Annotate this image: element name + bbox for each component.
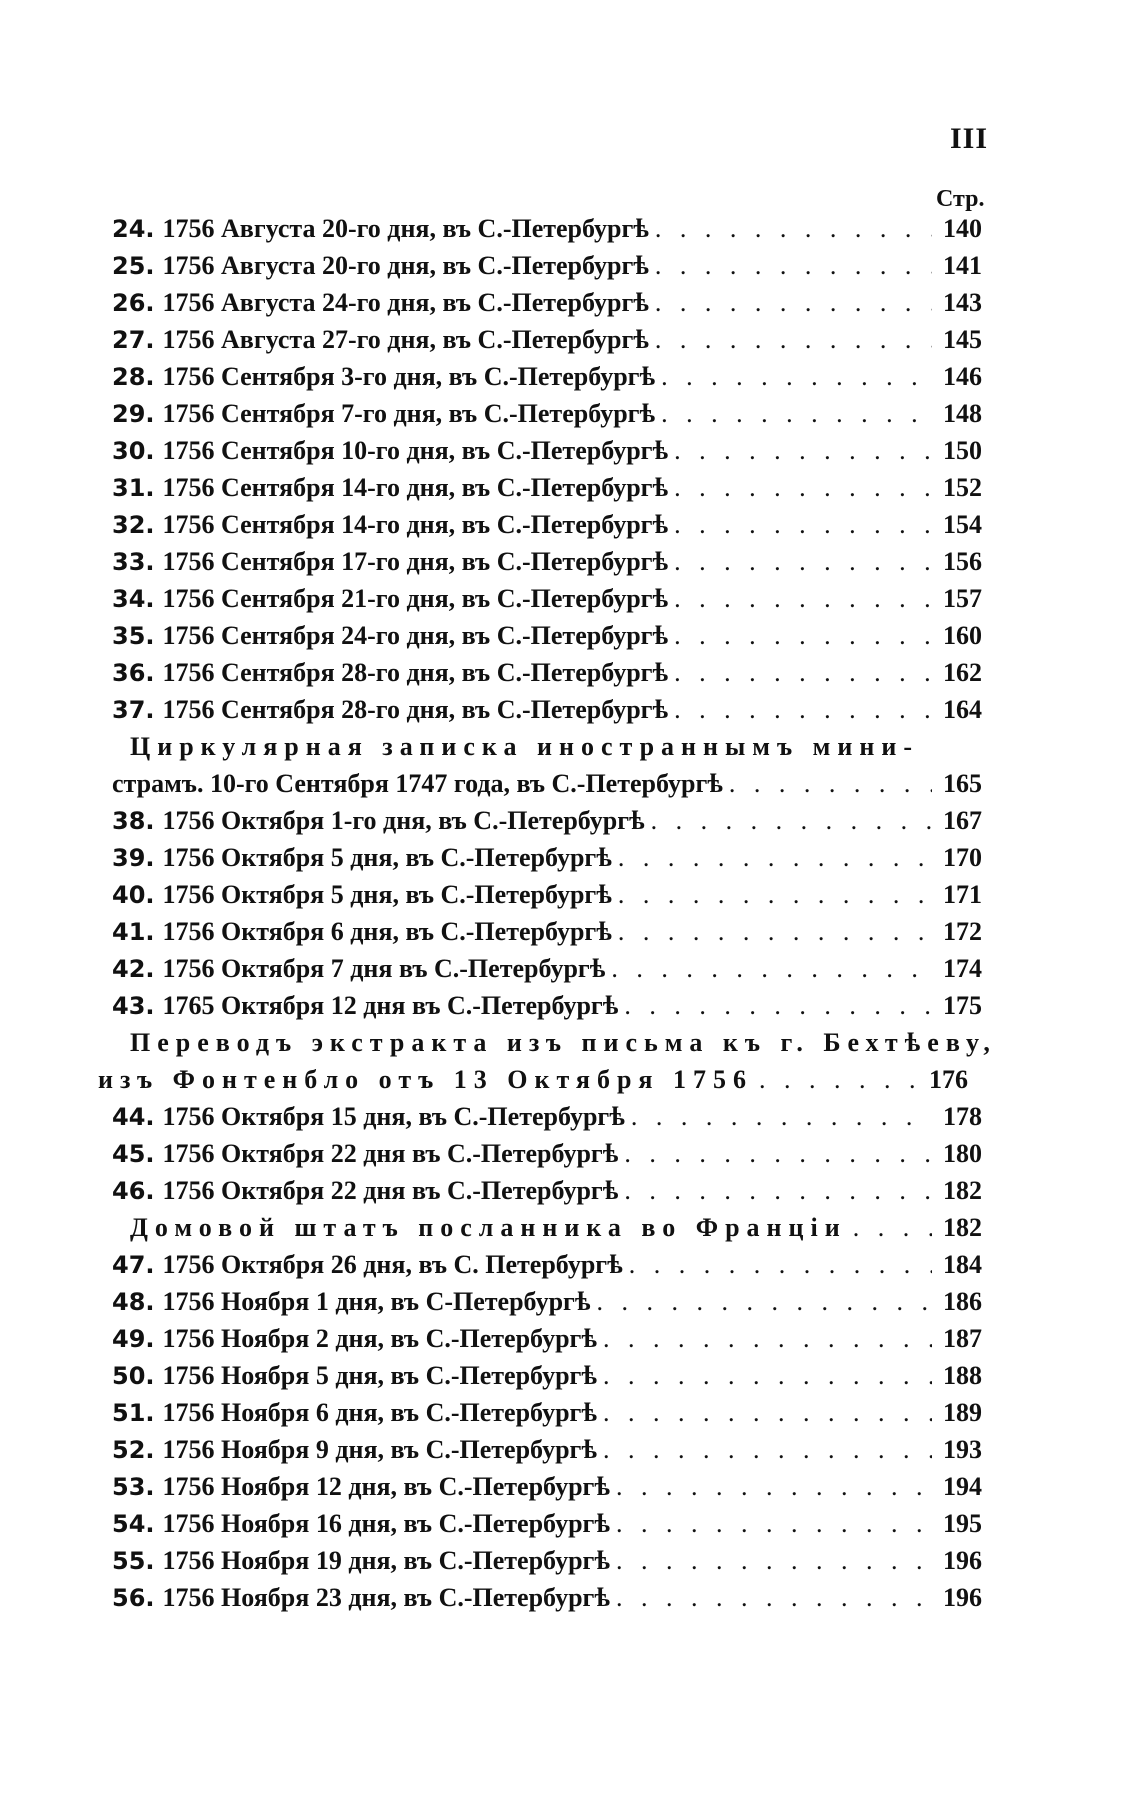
- entry-text: 1756 Октября 26 дня, въ С. Петербургѣ: [162, 1250, 623, 1279]
- entry-number: 27.: [112, 326, 155, 354]
- dot-leader: [618, 880, 932, 910]
- entry-text: 1756 Октября 1-го дня, въ С.-Петербургѣ: [162, 806, 645, 835]
- dot-leader: [674, 510, 932, 540]
- dot-leader: [674, 436, 932, 466]
- entry-page: 165: [943, 769, 982, 798]
- dot-leader: [624, 991, 932, 1021]
- entry-text: 1756 Ноября 9 дня, въ С.-Петербургѣ: [162, 1435, 597, 1464]
- toc-entry: [112, 806, 982, 843]
- entry-number: 35.: [112, 622, 155, 650]
- toc-entry: [112, 1361, 982, 1398]
- entry-page: 172: [943, 917, 982, 946]
- entry-page: 189: [943, 1398, 982, 1427]
- entry-page: 196: [943, 1546, 982, 1575]
- entry-page: 140: [943, 214, 982, 243]
- dot-leader: [603, 1435, 932, 1465]
- toc-entry: [112, 547, 982, 584]
- entry-page: 167: [943, 806, 982, 835]
- toc-entry: [112, 251, 982, 288]
- dot-leader: [655, 325, 932, 355]
- entry-page: 193: [943, 1435, 982, 1464]
- entry-text: 1756 Сентября 10-го дня, въ С.-Петербургѣ: [162, 436, 669, 465]
- entry-text: 1756 Сентября 24-го дня, въ С.-Петербургѣ: [162, 621, 669, 650]
- toc-entry: [112, 1398, 982, 1435]
- dot-leader: [611, 954, 932, 984]
- dot-leader: [674, 621, 932, 651]
- entry-page: 160: [943, 621, 982, 650]
- dot-leader: [629, 1250, 932, 1280]
- toc-entry: [112, 1583, 982, 1620]
- entry-text: 1756 Августа 20-го дня, въ С.-Петербургѣ: [162, 214, 649, 243]
- entry-text: 1756 Августа 24-го дня, въ С.-Петербургѣ: [162, 288, 649, 317]
- entry-number: 33.: [112, 548, 155, 576]
- entry-page: 180: [943, 1139, 982, 1168]
- toc-entry: [112, 954, 982, 991]
- dot-leader: [603, 1324, 932, 1354]
- entry-number: 40.: [112, 881, 155, 909]
- entry-text: 1756 Октября 5 дня, въ С.-Петербургѣ: [162, 880, 612, 909]
- entry-number: 41.: [112, 918, 155, 946]
- dot-leader: [616, 1583, 932, 1613]
- entry-page: 184: [943, 1250, 982, 1279]
- entry-page: 150: [943, 436, 982, 465]
- entry-number: 24.: [112, 215, 155, 243]
- dot-leader: [674, 473, 932, 503]
- dot-leader: [596, 1287, 932, 1317]
- toc-entry: [112, 1139, 982, 1176]
- entry-page: 182: [943, 1176, 982, 1205]
- entry-number: 54.: [112, 1510, 155, 1538]
- entry-page: 178: [943, 1102, 982, 1131]
- entry-page: 143: [943, 288, 982, 317]
- toc-entry: [112, 1102, 982, 1139]
- toc-entry: [112, 510, 982, 547]
- circular-note-line1: Циркулярная записка иностраннымъ мини-: [130, 732, 919, 761]
- toc-entry: [112, 584, 982, 621]
- dot-leader: [674, 584, 932, 614]
- entry-number: 55.: [112, 1547, 155, 1575]
- entry-number: 50.: [112, 1362, 155, 1390]
- entry-page: 154: [943, 510, 982, 539]
- entry-number: 45.: [112, 1140, 155, 1168]
- entry-page: 170: [943, 843, 982, 872]
- translation-note: [98, 1065, 968, 1102]
- entry-text: 1756 Ноября 12 дня, въ С.-Петербургѣ: [162, 1472, 610, 1501]
- entry-number: 32.: [112, 511, 155, 539]
- dot-leader: [651, 806, 932, 836]
- toc-entry: [112, 1472, 982, 1509]
- dot-leader: [624, 1139, 932, 1169]
- toc-entry: [112, 325, 982, 362]
- entry-page: 188: [943, 1361, 982, 1390]
- entry-text: 1756 Ноября 16 дня, въ С.-Петербургѣ: [162, 1509, 610, 1538]
- circular-note: [112, 769, 982, 806]
- toc-entry: [112, 288, 982, 325]
- entry-number: 44.: [112, 1103, 155, 1131]
- entry-text: 1756 Сентября 3-го дня, въ С.-Петербургѣ: [162, 362, 656, 391]
- entry-page: 145: [943, 325, 982, 354]
- entry-number: 51.: [112, 1399, 155, 1427]
- toc-entry: [112, 214, 982, 251]
- entry-page: 152: [943, 473, 982, 502]
- entry-text: 1756 Октября 6 дня, въ С.-Петербургѣ: [162, 917, 612, 946]
- toc-entry: [112, 1435, 982, 1472]
- toc-entry: [112, 917, 982, 954]
- entry-number: 53.: [112, 1473, 155, 1501]
- entry-text: 1756 Ноября 2 дня, въ С.-Петербургѣ: [162, 1324, 597, 1353]
- entry-number: 34.: [112, 585, 155, 613]
- entry-text: 1756 Ноября 1 дня, въ С-Петербургѣ: [162, 1287, 591, 1316]
- toc-entry: [112, 436, 982, 473]
- entry-text: 1756 Августа 20-го дня, въ С.-Петербургѣ: [162, 251, 649, 280]
- entry-page: 174: [943, 954, 982, 983]
- toc-entry: [112, 1324, 982, 1361]
- entry-page: 164: [943, 695, 982, 724]
- page-column-header: Стр.: [936, 186, 985, 212]
- dot-leader: [655, 288, 932, 318]
- entry-text: 1756 Октября 7 дня въ С.-Петербургѣ: [162, 954, 606, 983]
- household-note-text: Домовой штатъ посланника во Франціи: [130, 1213, 847, 1242]
- entry-text: 1756 Сентября 7-го дня, въ С.-Петербургѣ: [162, 399, 656, 428]
- entry-number: 43.: [112, 992, 155, 1020]
- entry-page: 194: [943, 1472, 982, 1501]
- toc-entry: [112, 1509, 982, 1546]
- dot-leader: [674, 658, 932, 688]
- entry-page: 176: [929, 1065, 968, 1094]
- entry-text: 1756 Октября 5 дня, въ С.-Петербургѣ: [162, 843, 612, 872]
- toc-entry: [112, 399, 982, 436]
- entry-text: 1756 Сентября 28-го дня, въ С.-Петербургѣ: [162, 695, 669, 724]
- entry-text: 1756 Ноября 5 дня, въ С.-Петербургѣ: [162, 1361, 597, 1390]
- entry-text: 1756 Октября 15 дня, въ С.-Петербургѣ: [162, 1102, 625, 1131]
- page-number: III: [950, 122, 989, 155]
- entry-number: 26.: [112, 289, 155, 317]
- toc-entry: [112, 695, 982, 732]
- entry-number: 39.: [112, 844, 155, 872]
- entry-number: 49.: [112, 1325, 155, 1353]
- entry-number: 46.: [112, 1177, 155, 1205]
- entry-number: 36.: [112, 659, 155, 687]
- dot-leader: [616, 1509, 932, 1539]
- entry-number: 42.: [112, 955, 155, 983]
- entry-page: 175: [943, 991, 982, 1020]
- dot-leader: [618, 843, 932, 873]
- entry-text: 1756 Октября 22 дня въ С.-Петербургѣ: [162, 1139, 619, 1168]
- dot-leader: [616, 1546, 932, 1576]
- entry-page: 196: [943, 1583, 982, 1612]
- entry-page: 146: [943, 362, 982, 391]
- toc-entry: [112, 1546, 982, 1583]
- entry-page: 141: [943, 251, 982, 280]
- entry-number: 38.: [112, 807, 155, 835]
- entry-page: 156: [943, 547, 982, 576]
- entry-number: 28.: [112, 363, 155, 391]
- entry-number: 29.: [112, 400, 155, 428]
- toc-entry: [112, 658, 982, 695]
- circular-note-line2: страмъ. 10-го Сентября 1747 года, въ С.-Петербургѣ: [112, 769, 723, 798]
- entry-page: 162: [943, 658, 982, 687]
- dot-leader: [616, 1472, 932, 1502]
- dot-leader: [624, 1176, 932, 1206]
- translation-note-line2: изъ Фонтенбло отъ 13 Октября 1756: [98, 1065, 753, 1094]
- dot-leader: [603, 1398, 932, 1428]
- toc-entry: [112, 1176, 982, 1213]
- entry-text: 1756 Августа 27-го дня, въ С.-Петербургѣ: [162, 325, 649, 354]
- entry-page: 171: [943, 880, 982, 909]
- entry-page: 186: [943, 1287, 982, 1316]
- entry-number: 37.: [112, 696, 155, 724]
- entry-number: 52.: [112, 1436, 155, 1464]
- dot-leader: [618, 917, 932, 947]
- entry-page: 195: [943, 1509, 982, 1538]
- entry-page: 187: [943, 1324, 982, 1353]
- dot-leader: [729, 769, 932, 799]
- entry-text: 1756 Ноября 6 дня, въ С.-Петербургѣ: [162, 1398, 597, 1427]
- entry-page: 148: [943, 399, 982, 428]
- dot-leader: [674, 547, 932, 577]
- toc-entry: [112, 362, 982, 399]
- toc-entry: [112, 621, 982, 658]
- dot-leader: [674, 695, 932, 725]
- entry-text: 1765 Октября 12 дня въ С.-Петербургѣ: [162, 991, 619, 1020]
- dot-leader: [655, 214, 932, 244]
- entry-number: 47.: [112, 1251, 155, 1279]
- translation-note-line1: Переводъ экстракта изъ письма къ г. Бехтѣеву,: [130, 1028, 997, 1057]
- dot-leader: [661, 362, 932, 392]
- toc-entry: [112, 473, 982, 510]
- dot-leader: [655, 251, 932, 281]
- entry-page: 157: [943, 584, 982, 613]
- toc-entry: [112, 880, 982, 917]
- household-note: [130, 1213, 982, 1250]
- dot-leader: [603, 1361, 932, 1391]
- entry-text: 1756 Сентября 21-го дня, въ С.-Петербургѣ: [162, 584, 669, 613]
- entry-number: 31.: [112, 474, 155, 502]
- entry-number: 56.: [112, 1584, 155, 1612]
- entry-page: 182: [943, 1213, 982, 1242]
- entry-number: 25.: [112, 252, 155, 280]
- entry-text: 1756 Сентября 17-го дня, въ С.-Петербургѣ: [162, 547, 669, 576]
- entry-text: 1756 Октября 22 дня въ С.-Петербургѣ: [162, 1176, 619, 1205]
- entry-text: 1756 Ноября 23 дня, въ С.-Петербургѣ: [162, 1583, 610, 1612]
- entry-text: 1756 Сентября 28-го дня, въ С.-Петербургѣ: [162, 658, 669, 687]
- toc-entry: [112, 1250, 982, 1287]
- dot-leader: [853, 1213, 932, 1243]
- toc-entry: [112, 843, 982, 880]
- entry-text: 1756 Сентября 14-го дня, въ С.-Петербургѣ: [162, 510, 669, 539]
- toc-entry: [112, 991, 982, 1028]
- toc-entry: [112, 1287, 982, 1324]
- entry-text: 1756 Сентября 14-го дня, въ С.-Петербургѣ: [162, 473, 669, 502]
- entry-text: 1756 Ноября 19 дня, въ С.-Петербургѣ: [162, 1546, 610, 1575]
- dot-leader: [759, 1065, 918, 1095]
- entry-number: 30.: [112, 437, 155, 465]
- dot-leader: [661, 399, 932, 429]
- entry-number: 48.: [112, 1288, 155, 1316]
- dot-leader: [631, 1102, 932, 1132]
